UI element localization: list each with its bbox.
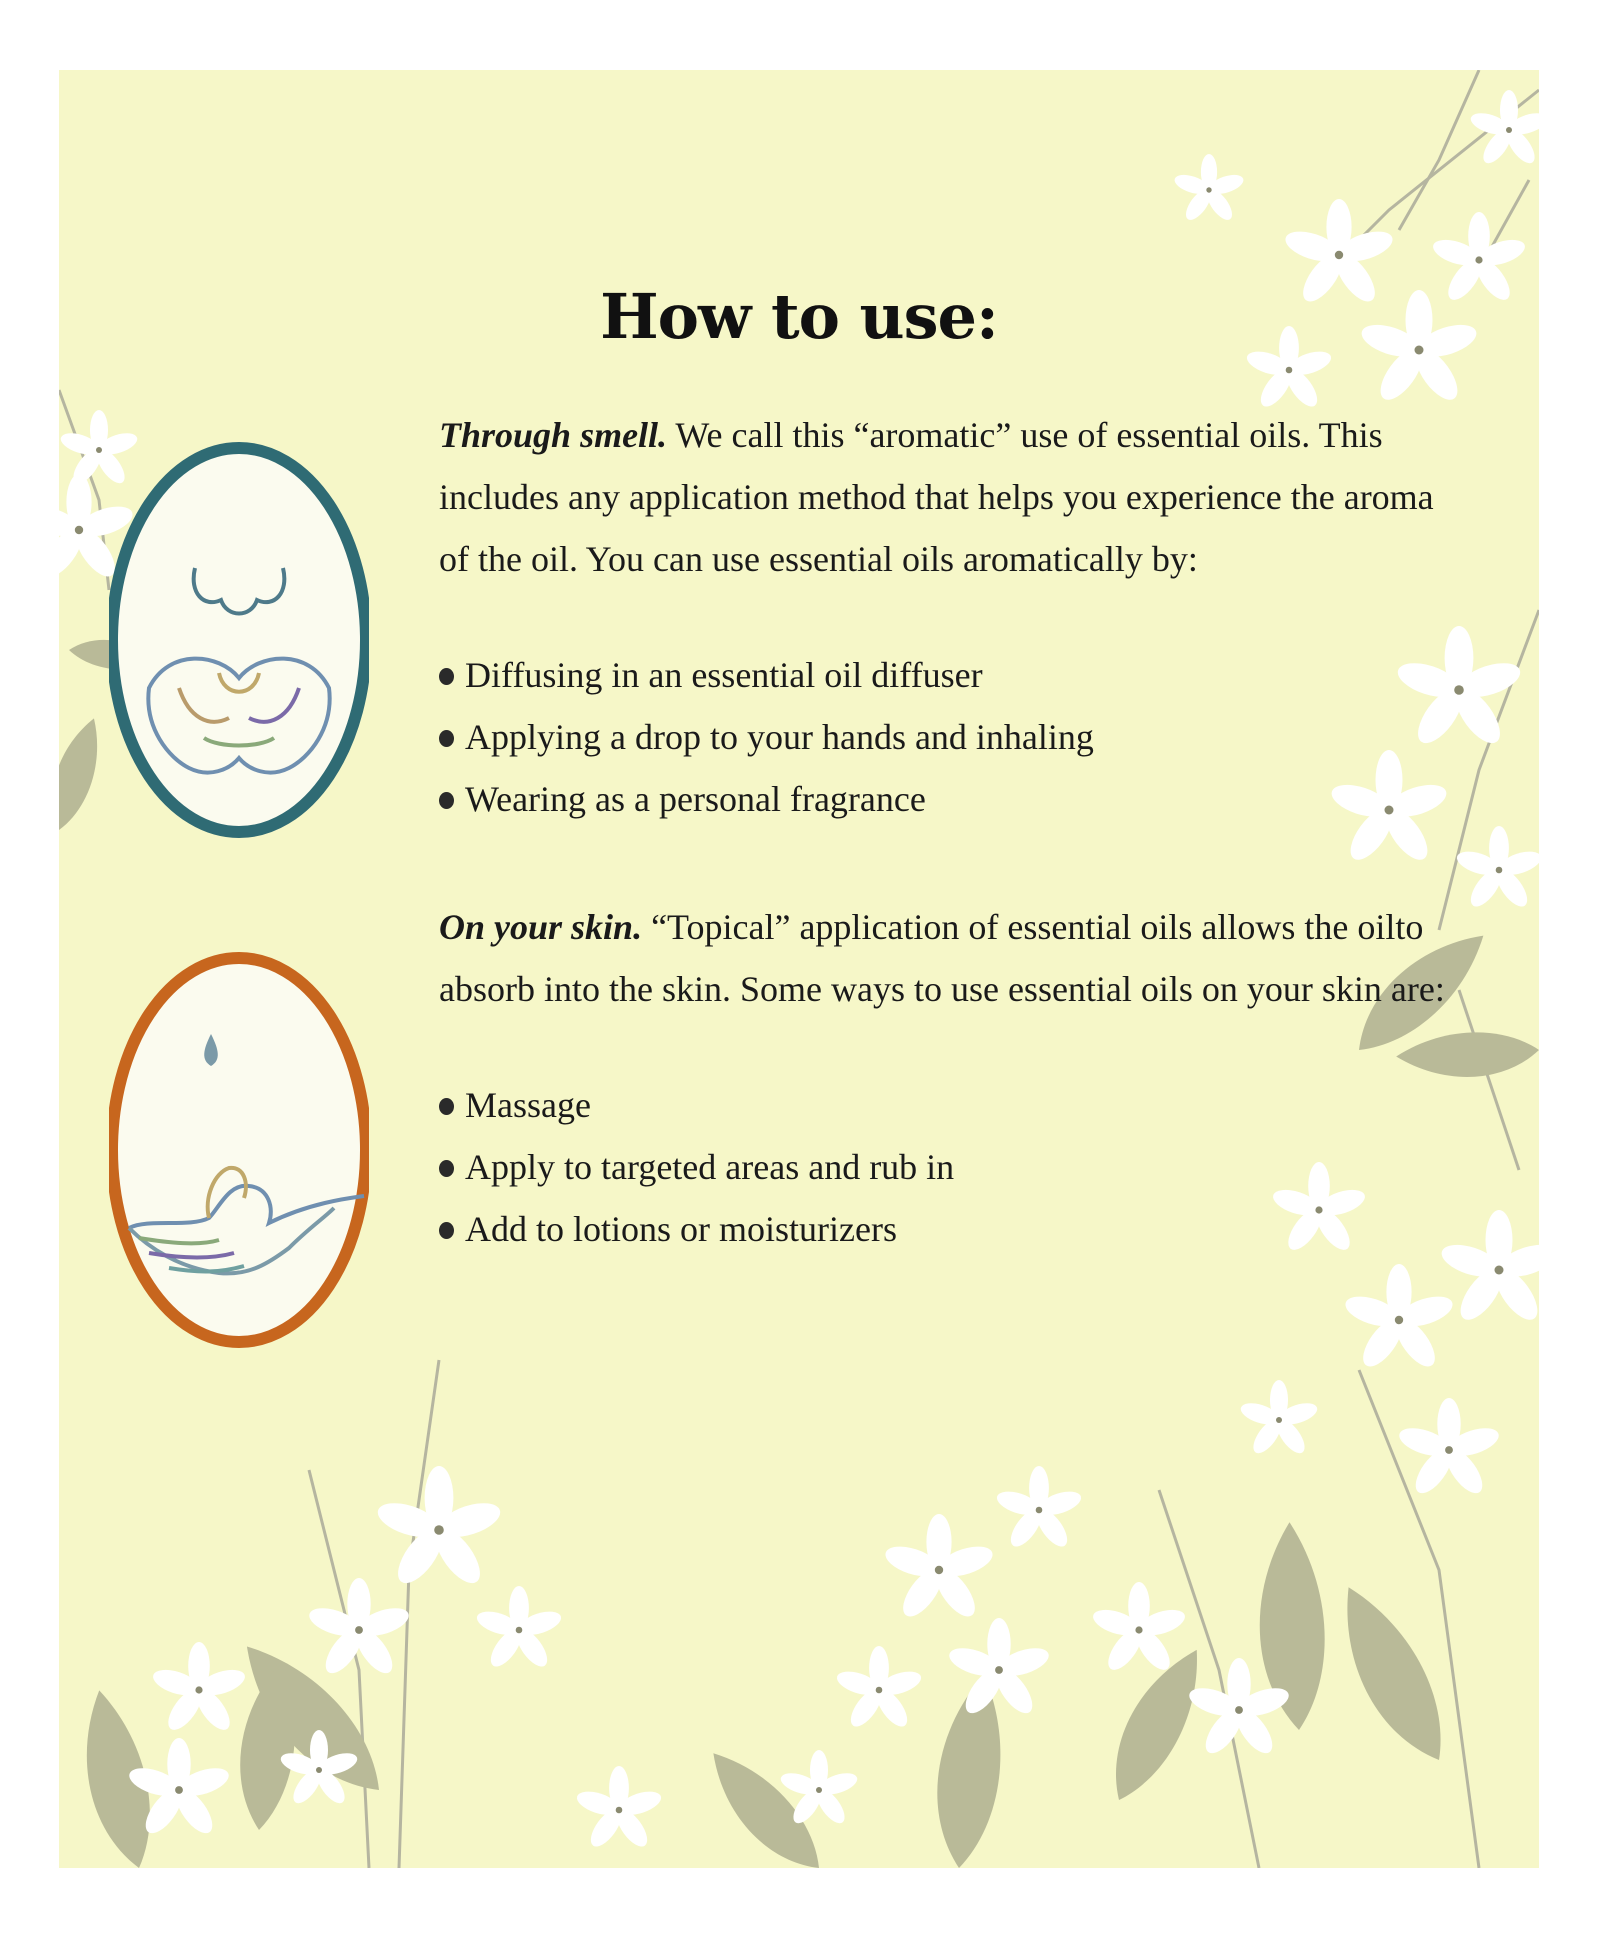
hands-nose-inhale-icon	[109, 418, 369, 862]
bullet-list	[439, 644, 1459, 830]
bullet-list	[439, 1074, 1459, 1260]
section-lead: On your skin.	[439, 907, 643, 947]
hand-oil-drop-icon	[109, 928, 369, 1372]
section-paragraph	[439, 896, 1459, 1020]
list-item: Massage	[439, 1074, 1459, 1136]
section-paragraph	[439, 404, 1459, 590]
section-text: “Topical” application of essential oils allows the oilto absorb into the skin. Some ways to use essential oils on your skin are:	[439, 907, 1445, 1009]
section-lead: Through smell.	[439, 415, 668, 455]
page-title: How to use:	[600, 280, 998, 353]
section-text: We call this “aromatic” use of essential oils. This includes any application method that helps you experience the aroma of the oil. You can use essential oils aromatically by:	[439, 415, 1434, 579]
list-item: Diffusing in an essential oil diffuser	[439, 644, 1459, 706]
list-item: Wearing as a personal fragrance	[439, 768, 1459, 830]
list-item: Apply to targeted areas and rub in	[439, 1136, 1459, 1198]
section-aromatic	[439, 404, 1459, 830]
info-panel	[59, 70, 1539, 1868]
list-item: Add to lotions or moisturizers	[439, 1198, 1459, 1260]
list-item: Applying a drop to your hands and inhaling	[439, 706, 1459, 768]
section-topical	[439, 896, 1459, 1260]
